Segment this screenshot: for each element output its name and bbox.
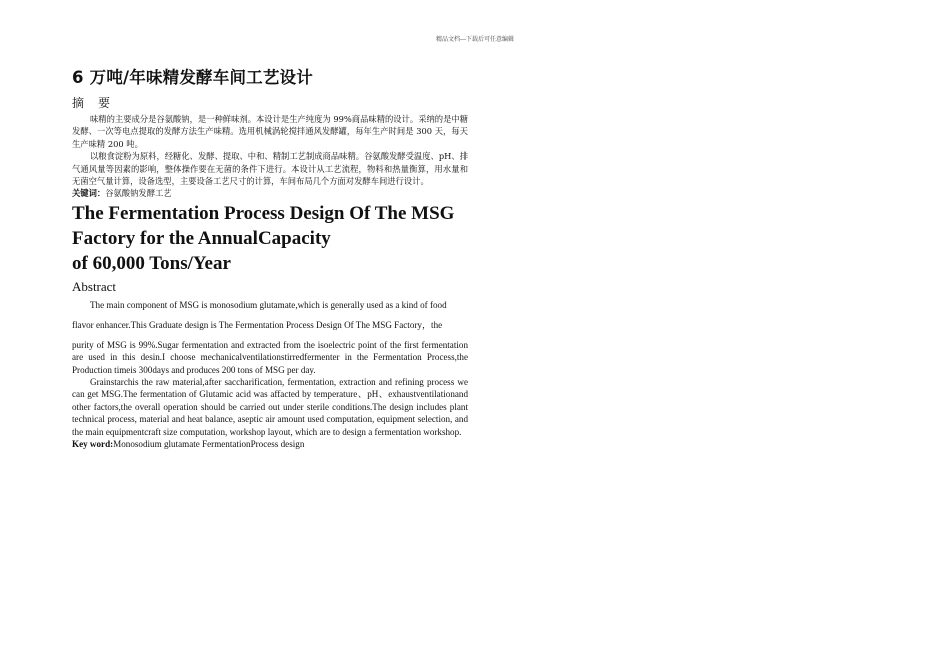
chinese-keywords-label: 关键词：: [72, 188, 106, 199]
english-abstract-heading: Abstract: [72, 278, 117, 294]
page-content: [72, 66, 468, 451]
abstract-heading-char-2: 要: [98, 96, 111, 110]
english-title-line-1: The Fermentation Process Design Of The MSG: [72, 202, 455, 224]
english-keywords-value: Monosodium glutamate FermentationProcess design: [113, 439, 305, 450]
english-keywords: [72, 438, 468, 450]
english-title-line-3: of 60,000 Tons/Year: [72, 252, 231, 274]
english-abstract-line-1: The main component of MSG is monosodium glutamate,which is generally used as a kind of food: [90, 299, 447, 310]
chinese-abstract-paragraph-1: 味精的主要成分是谷氨酸钠，是一种鲜味剂。本设计是生产纯度为 99%商品味精的设计。采纳的是中糖发酵、一次等电点提取的发酵方法生产味精。选用机械涡轮搅拌通风发酵罐，每年生产时间是 300 天，每天生产味精 200 吨。: [72, 114, 468, 149]
chinese-abstract-paragraph-2: 以粮食淀粉为原料，经糖化、发酵、提取、中和、精制工艺制成商品味精。谷氨酸发酵受温度、pH、排气通风量等因素的影响，整体操作要在无菌的条件下进行。本设计从工艺流程，物料和热量衡算，用水量和无菌空气量计算，设备选型，主要设备工艺尺寸的计算，车间布局几个方面对发酵车间进行设计。: [72, 151, 468, 187]
english-title: [72, 201, 468, 276]
page-header: 精品文档---下载后可任意编辑: [435, 36, 515, 43]
english-title-line-2: Factory for the AnnualCapacity: [72, 227, 331, 249]
chinese-title: 6 万吨/年味精发酵车间工艺设计: [72, 68, 313, 87]
english-keywords-label: Key word:: [72, 439, 114, 450]
abstract-heading-char-1: 摘: [72, 96, 85, 110]
english-abstract-paragraph-1-rest: purity of MSG is 99%.Sugar fermentation and extracted from the isoelectric point of the first fermentation are used in this desin.I choose mechanicalventilationstirredfermenter in the Fermentation Process,the Production timeis 300days and produces 200 tons of MSG per day.: [72, 339, 468, 375]
chinese-keywords-value: 谷氨酸钠发酵工艺: [105, 188, 172, 199]
chinese-keywords: [72, 187, 468, 199]
english-abstract-paragraph-2: Grainstarchis the raw material,after saccharification, fermentation, extraction and refining process we can get MSG.The fermentation of Glutamic acid was affacted by temperature、pH、exhaustventilationand other factors,the overall operation should be carried out under sterile conditions.The design includes plant technical process, material and heat balance, aseptic air amount used computation, equipment selection, and the main equipmentcraft size computation, workshop layout, which are to design a fermentation workshop.: [72, 377, 468, 437]
chinese-abstract-heading: [72, 95, 468, 111]
english-abstract-line-2: flavor enhancer.This Graduate design is The Fermentation Process Design Of The MSG Factory，the: [72, 319, 443, 330]
